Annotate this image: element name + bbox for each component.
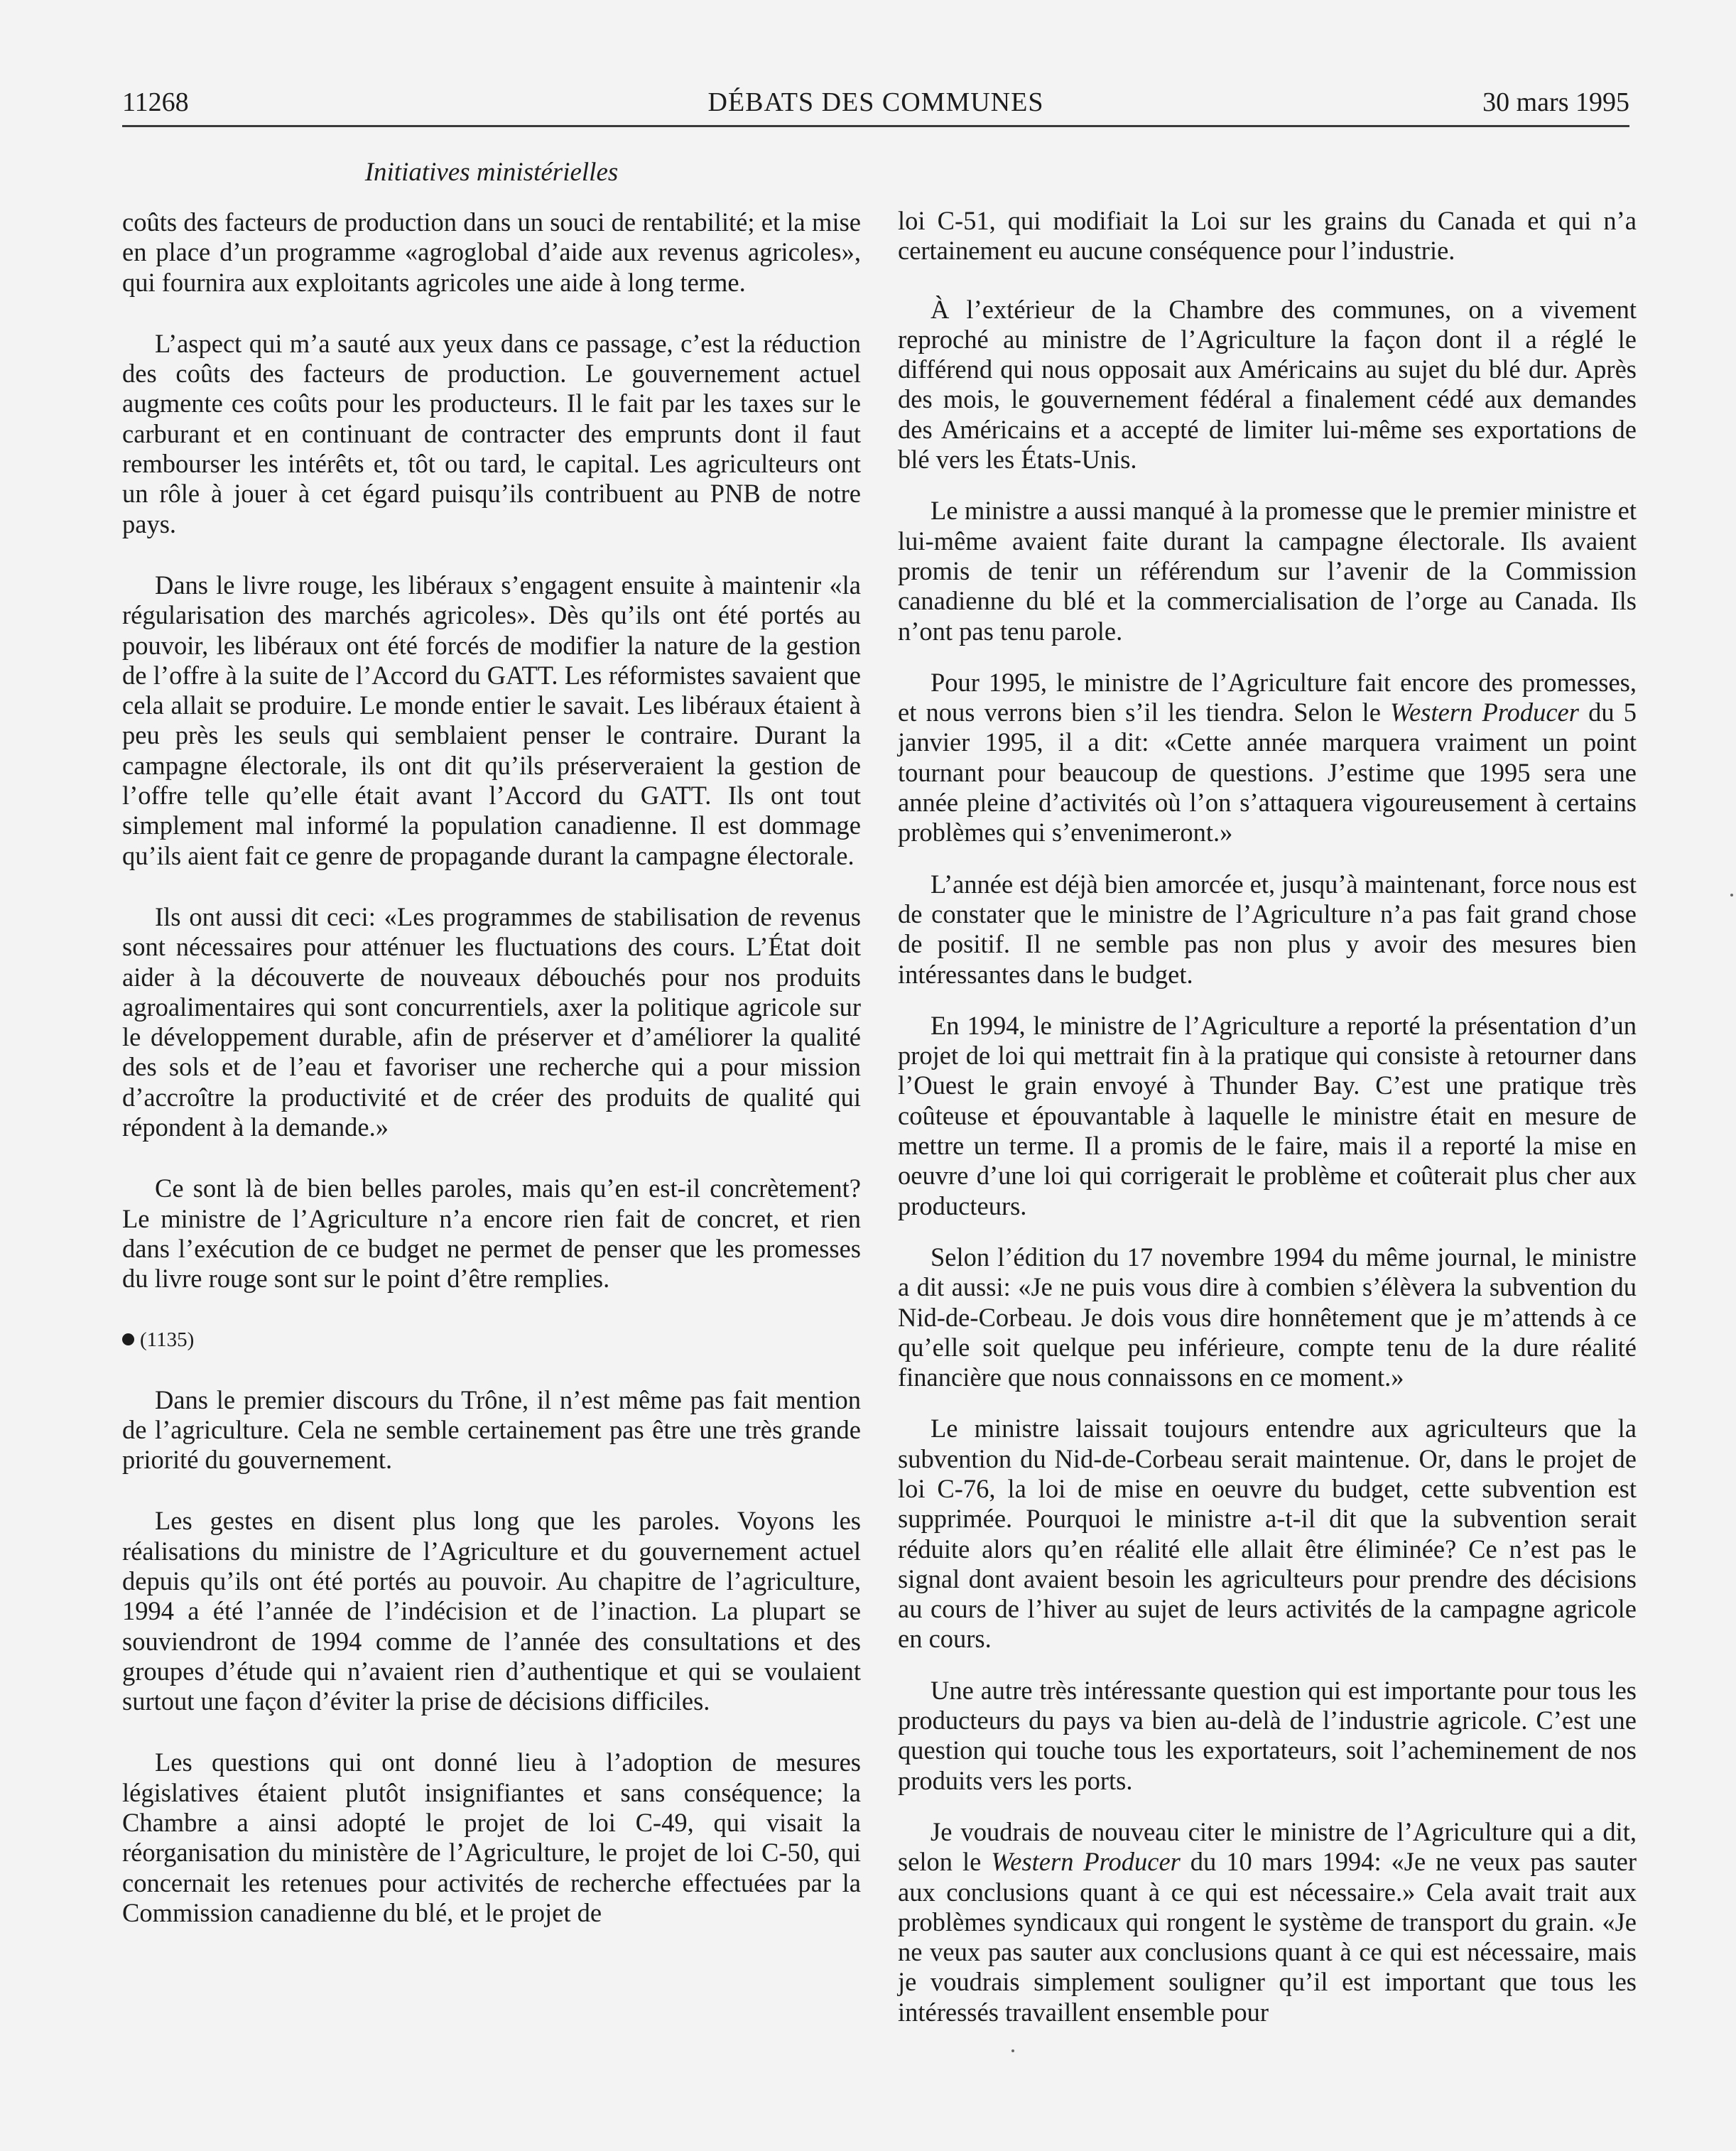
left-column	[122, 207, 861, 1959]
paragraph-text: du 5 janvier 1995, il a dit: «Cette année marquera vraiment un point tournant pour beaucoup de questions. J’estime que 1995 sera une année pleine d’activités où l’on s’attaquera vigoureusement à certains problèmes qui s’envenimeront.»	[898, 698, 1637, 847]
section-title: Initiatives ministérielles	[364, 158, 619, 187]
paragraph: Une autre très intéressante question qui est importante pour tous les producteurs du pays va bien au-delà de l’industrie agricole. C’est une question qui touche tous les exportateurs, soit l’acheminement de nos produits vers les ports.	[898, 1675, 1637, 1795]
paragraph-text: du 10 mars 1994: «Je ne veux pas sauter aux conclusions quant à ce qui est nécessaire.» Cela avait trait aux problèmes syndicaux qui rongent le système de transport du grain. «Je ne veux pas sauter aux conclusions quant à ce qui est nécessaire, mais je voudrais simplement souligner qu’il est important que tous les intéressés travaillent ensemble pour	[898, 1847, 1637, 2027]
paragraph: Les gestes en disent plus long que les paroles. Voyons les réalisations du ministre de l’Agriculture et du gouvernement actuel depuis qu’ils ont été portés au pouvoir. Au chapitre de l’agriculture, 1994 a été l’année de l’indécision et de l’inaction. La plupart se souviendront de 1994 comme de l’année des consultations et des groupes d’étude qui n’avaient rien d’authentique et qui se voulaient surtout une façon d’éviter la prise de décisions difficiles.	[122, 1506, 861, 1716]
scan-speck	[1011, 2049, 1014, 2052]
paragraph: Le ministre laissait toujours entendre aux agriculteurs que la subvention du Nid-de-Corbeau serait maintenue. Or, dans le projet de loi C-76, la loi de mise en oeuvre du budget, cette subvention est supprimée. Pourquoi le ministre a-t-il dit que la subvention serait réduite alors qu’en réalité elle allait être éliminée? Ce n’est pas le signal dont avaient besoin les agriculteurs pour prendre des décisions au cours de l’hiver au sujet de leurs activités de la campagne agricole en cours.	[898, 1414, 1637, 1654]
paragraph: En 1994, le ministre de l’Agriculture a reporté la présentation d’un projet de loi qui mettrait fin à la pratique qui consiste à retourner dans l’Ouest le grain envoyé à Thunder Bay. C’est une pratique très coûteuse et épouvantable à laquelle le ministre était en mesure de mettre un terme. Il a promis de le faire, mais il a reporté la mise en oeuvre d’une loi qui corrigerait le problème et coûterait plus cher aux producteurs.	[898, 1010, 1637, 1220]
publication-name: Western Producer	[991, 1847, 1181, 1877]
publication-title: DÉBATS DES COMMUNES	[707, 87, 1044, 117]
paragraph: L’aspect qui m’a sauté aux yeux dans ce passage, c’est la réduction des coûts des facteurs de production. Le gouvernement actuel augmente ces coûts pour les producteurs. Il le fait par les taxes sur le carburant et en continuant de contracter des emprunts dont il faut rembourser les intérêts et, tôt ou tard, le capital. Les agriculteurs ont un rôle à jouer à cet égard puisqu’ils contribuent au PNB de notre pays.	[122, 328, 861, 538]
paragraph-text: Pour 1995, le ministre de l’Agriculture fait encore des promesses, et nous verrons bien s’il les tiendra. Selon le	[898, 667, 1637, 727]
paragraph: Dans le livre rouge, les libéraux s’engagent ensuite à maintenir «la régularisation des marchés agricoles». Dès qu’ils ont été portés au pouvoir, les libéraux ont été forcés de modifier la nature de la gestion de l’offre à la suite de l’Accord du GATT. Les réformistes savaient que cela allait se produire. Le monde entier le savait. Les libéraux étaient à peu près les seuls qui semblaient penser le contraire. Durant la campagne électorale, ils ont dit qu’ils préserveraient la gestion de l’offre telle qu’elle était avant l’Accord du GATT. Ils ont tout simplement mal informé la population canadienne. Il est dommage qu’ils aient fait ce genre de propagande durant la campagne électorale.	[122, 570, 861, 870]
paragraph: Dans le premier discours du Trône, il n’est même pas fait mention de l’agriculture. Cela ne semble certainement pas être une très grande priorité du gouvernement.	[122, 1385, 861, 1475]
time-marker-label: (1135)	[140, 1328, 195, 1351]
paragraph	[898, 668, 1637, 848]
time-marker	[122, 1326, 861, 1354]
paragraph: À l’extérieur de la Chambre des communes, on a vivement reproché au ministre de l’Agriculture la façon dont il a réglé le différend qui nous opposait aux Américains au sujet du blé dur. Après des mois, le gouvernement fédéral a finalement cédé aux demandes des Américains et a accepté de limiter lui-même ses exportations de blé vers les États-Unis.	[898, 294, 1637, 475]
paragraph	[898, 1817, 1637, 2027]
page-header	[122, 80, 1629, 127]
paragraph: Ils ont aussi dit ceci: «Les programmes de stabilisation de revenus sont nécessaires pour atténuer les fluctuations des cours. L’État doit aider à la découverte de nouveaux débouchés pour nos produits agroalimentaires qui sont concurrentiels, axer la politique agricole sur le développement durable, afin de préserver et d’améliorer la qualité des sols et de l’eau et favoriser une recherche qui a pour mission d’accroître la productivité et de créer des produits de qualité qui répondent à la demande.»	[122, 901, 861, 1142]
bullet-icon	[122, 1333, 134, 1345]
paragraph: L’année est déjà bien amorcée et, jusqu’à maintenant, force nous est de constater que le ministre de l’Agriculture n’a pas fait grand chose de positif. Il ne semble pas non plus y avoir des mesures bien intéressantes dans le budget.	[898, 869, 1637, 989]
publication-date: 30 mars 1995	[1482, 87, 1629, 117]
publication-name: Western Producer	[1390, 698, 1579, 727]
paragraph: loi C-51, qui modifiait la Loi sur les grains du Canada et qui n’a certainement eu aucune conséquence pour l’industrie.	[898, 206, 1637, 266]
paragraph: Les questions qui ont donné lieu à l’adoption de mesures législatives étaient plutôt insignifiantes et sans conséquence; la Chambre a ainsi adopté le projet de loi C-49, qui visait la réorganisation du ministère de l’Agriculture, le projet de loi C-50, qui concernait les retenues pour activités de recherche effectuées par la Commission canadienne du blé, et le projet de	[122, 1748, 861, 1927]
page-number: 11268	[122, 87, 189, 117]
paragraph-text: Je voudrais de nouveau citer le ministre de l’Agriculture qui a dit, selon le	[898, 1816, 1637, 1877]
paragraph: Le ministre a aussi manqué à la promesse que le premier ministre et lui-même avaient faite durant la campagne électorale. Ils avaient promis de tenir un référendum sur l’avenir de la Commission canadienne du blé et la commercialisation de l’orge au Canada. Ils n’ont pas tenu parole.	[898, 496, 1637, 646]
scan-speck	[1730, 894, 1733, 896]
paragraph: Selon l’édition du 17 novembre 1994 du même journal, le ministre a dit aussi: «Je ne puis vous dire à combien s’élèvera la subvention du Nid-de-Corbeau. Je dois vous dire honnêtement que je m’attends à ce qu’elle soit quelque peu inférieure, compte tenu de la dure réalité financière que nous connaissons en ce moment.»	[898, 1242, 1637, 1392]
paragraph: Ce sont là de bien belles paroles, mais qu’en est-il concrètement? Le ministre de l’Agriculture n’a encore rien fait de concret, et rien dans l’exécution de ce budget ne permet de penser que les promesses du livre rouge sont sur le point d’être remplies.	[122, 1174, 861, 1294]
paragraph: coûts des facteurs de production dans un souci de rentabilité; et la mise en place d’un programme «agroglobal d’aide aux revenus agricoles», qui fournira aux exploitants agricoles une aide à long terme.	[122, 207, 861, 297]
right-column	[898, 206, 1637, 2049]
